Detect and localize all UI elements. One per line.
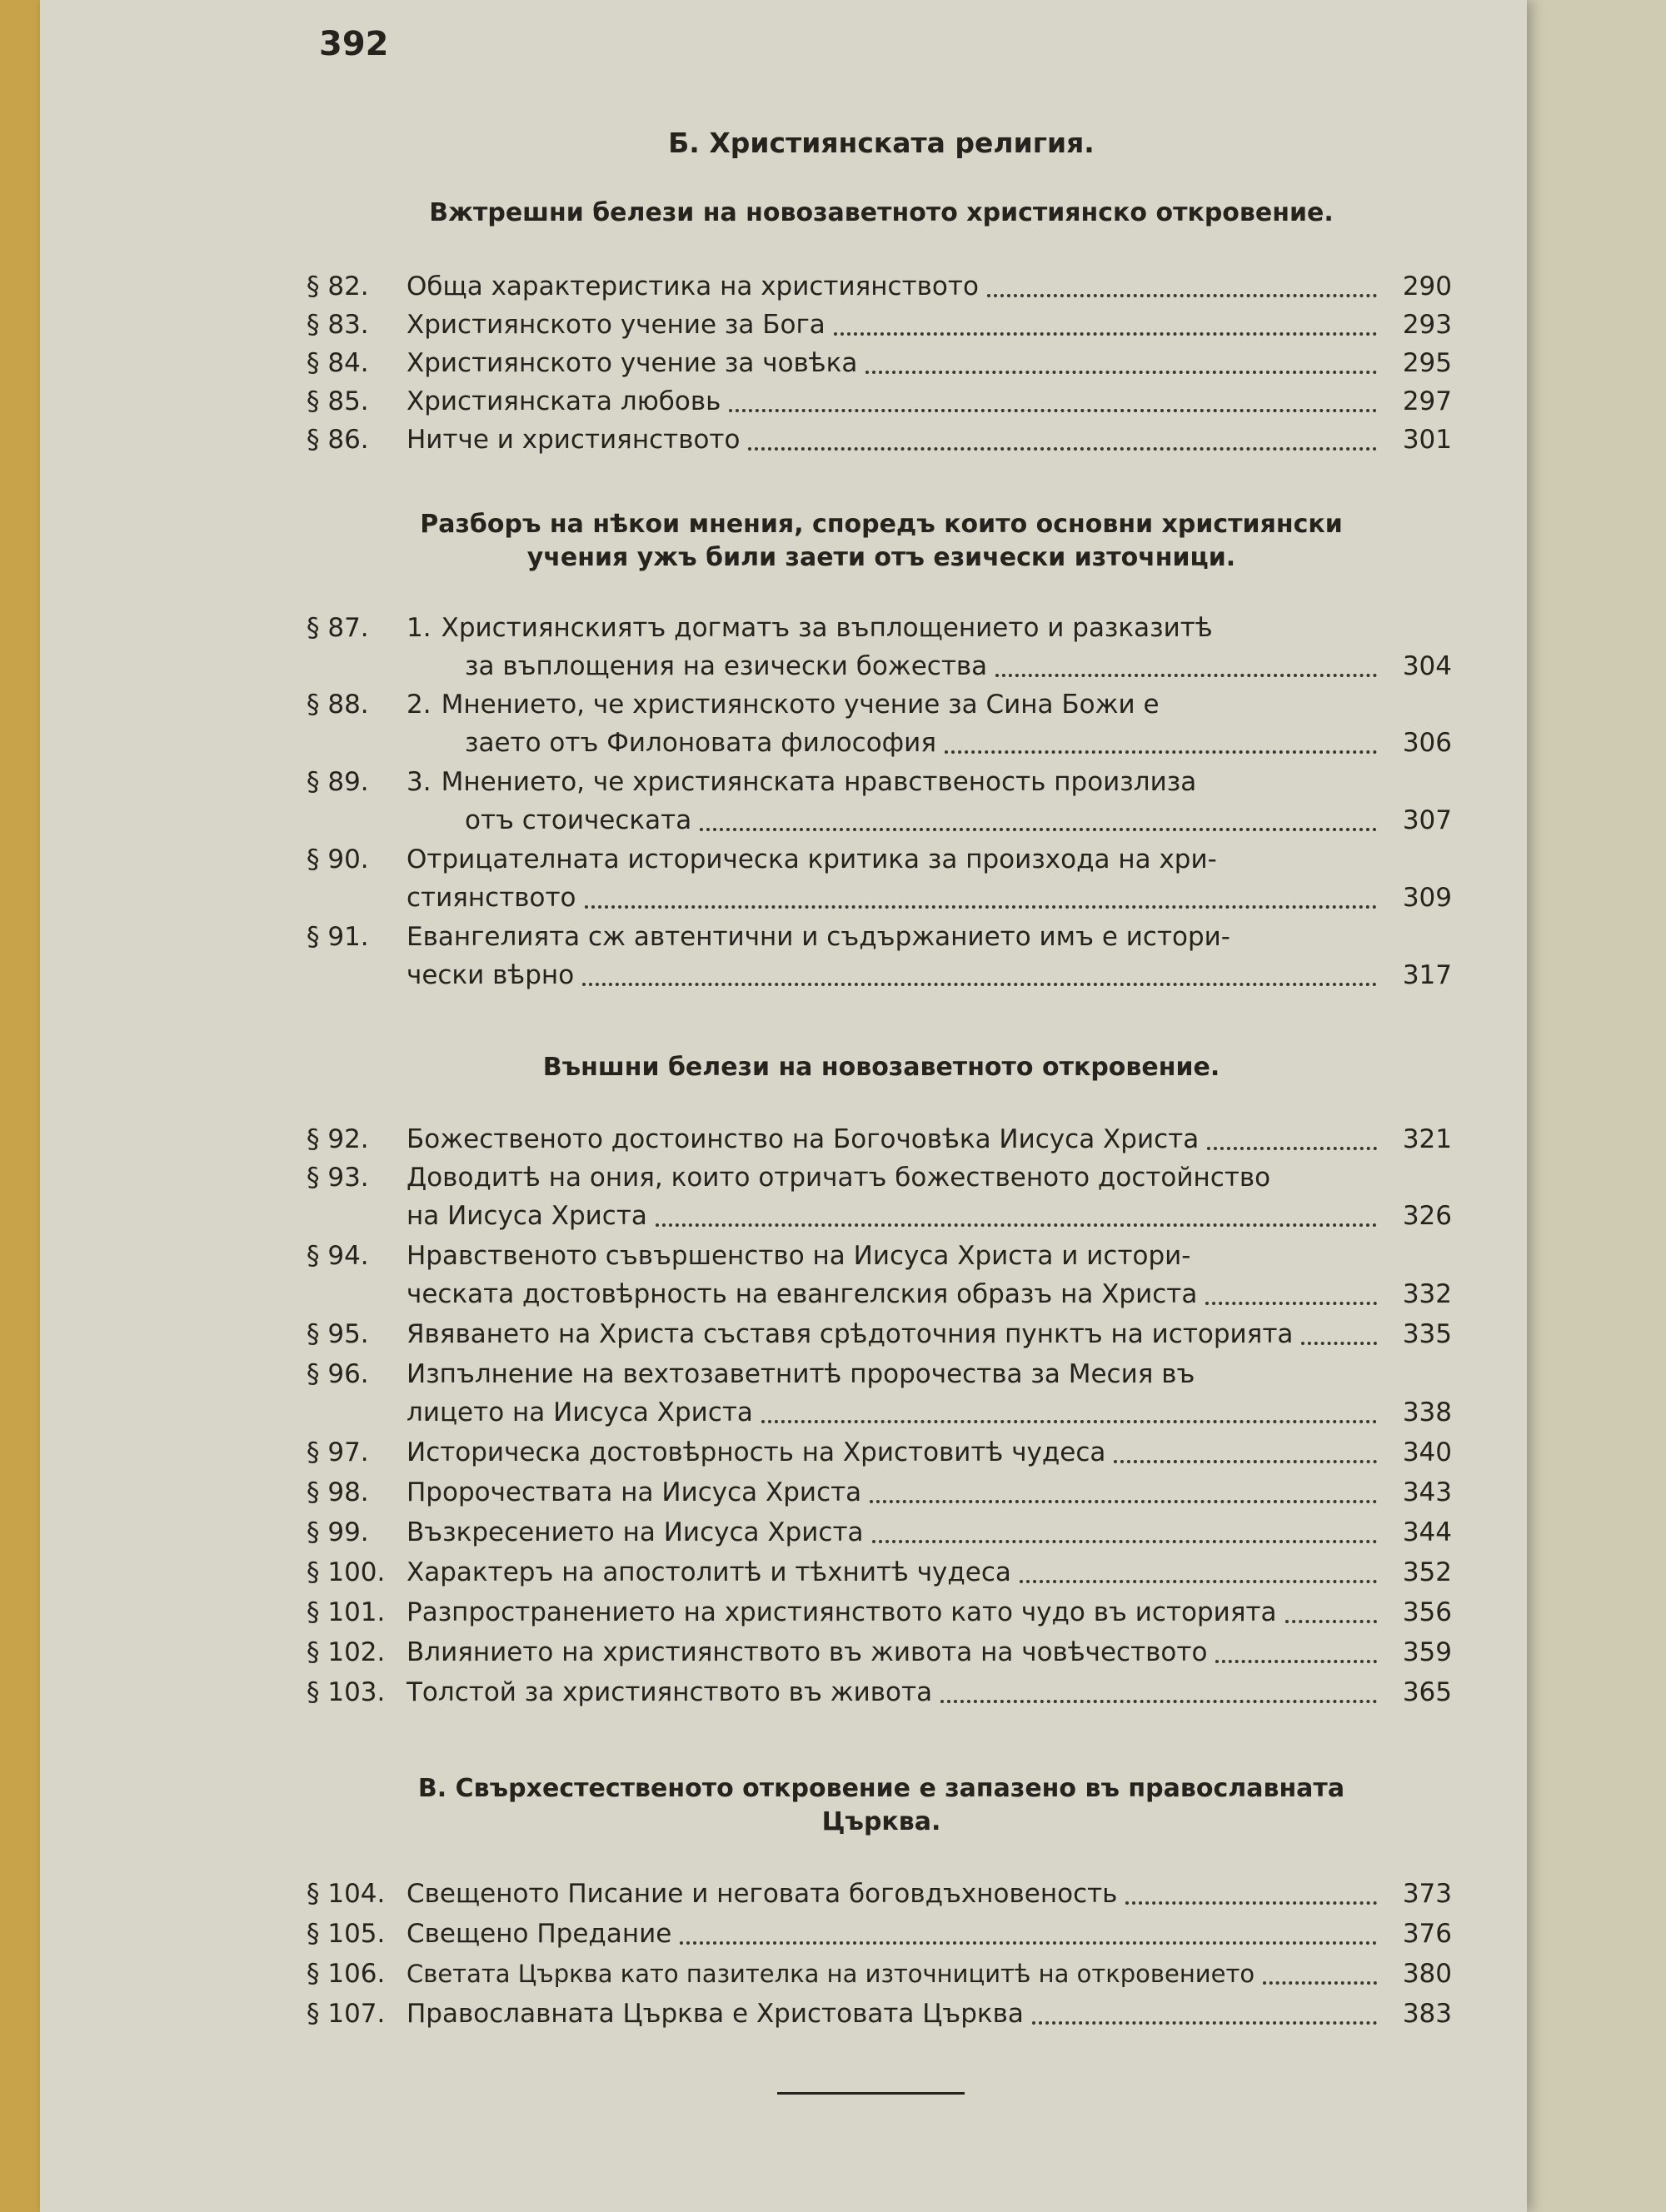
section-b-title: Б. Християнската религия. bbox=[668, 127, 1095, 159]
toc-entry-91: § 91. Евангелията сж автентични и съдържанието имъ е истори- чески вѣрно 317 bbox=[307, 922, 1452, 990]
toc-entry-92: § 92. Божественото достоинство на Богочовѣка Иисуса Христа 321 bbox=[307, 1124, 1452, 1154]
toc-entry-107: § 107. Православната Църква е Христовата Църква 383 bbox=[307, 1999, 1452, 2029]
toc-entry-89: § 89. 3. Мнението, че християнската нравственость произлиза отъ стоическата 307 bbox=[307, 767, 1452, 835]
section-c-title-line1: В. Свърхестественото откровение е запазено въ православната bbox=[417, 1774, 1345, 1803]
toc-entry-99: § 99. Възкресението на Иисуса Христа 344 bbox=[307, 1517, 1452, 1547]
toc-entry-100: § 100. Характеръ на апостолитѣ и тѣхнитѣ чудеса 352 bbox=[307, 1557, 1452, 1587]
toc-entry-97: § 97. Историческа достовѣрность на Христовитѣ чудеса 340 bbox=[307, 1437, 1452, 1467]
toc-entry-103: § 103. Толстой за християнството въ живота 365 bbox=[307, 1677, 1452, 1707]
toc-entry-102: § 102. Влиянието на християнството въ живота на човѣчеството 359 bbox=[307, 1637, 1452, 1667]
toc-entry-93: § 93. Доводитѣ на ония, които отричатъ божественото достойнство на Иисуса Христа 326 bbox=[307, 1163, 1452, 1231]
toc-entry-104: § 104. Свещеното Писание и неговата боговдъхновеность 373 bbox=[307, 1879, 1452, 1909]
book-page bbox=[40, 0, 1527, 2212]
section-c-title-line2: Църква. bbox=[821, 1807, 941, 1836]
toc-entry-95: § 95. Явяването на Христа съставя срѣдоточния пунктъ на историята 335 bbox=[307, 1319, 1452, 1349]
toc-entry-82: § 82. Обща характеристика на християнството 290 bbox=[307, 272, 1452, 301]
toc-entry-86: § 86. Нитче и християнството 301 bbox=[307, 425, 1452, 455]
toc-entry-87: § 87. 1. Християнскиятъ догматъ за въплощението и разказитѣ за въплощения на езически божества 304 bbox=[307, 613, 1452, 681]
toc-entry-84: § 84. Християнското учение за човѣка 295 bbox=[307, 348, 1452, 378]
toc-entry-96: § 96. Изпълнение на вехтозаветнитѣ пророчества за Месия въ лицето на Иисуса Христа 338 bbox=[307, 1359, 1452, 1427]
toc-entry-106: § 106. Светата Църква като пазителка на източницитѣ на откровението 380 bbox=[307, 1959, 1452, 1989]
toc-entry-83: § 83. Християнското учение за Бога 293 bbox=[307, 310, 1452, 340]
toc-entry-105: § 105. Свещено Предание 376 bbox=[307, 1919, 1452, 1949]
toc-entry-90: § 90. Отрицателната историческа критика за произхода на хри- стиянството 309 bbox=[307, 844, 1452, 913]
section-external-title: Външни белези на новозаветното откровение. bbox=[542, 1053, 1220, 1082]
section-b-subtitle: Вжтрешни белези на новозаветното християнско откровение. bbox=[429, 198, 1334, 227]
page-number: 392 bbox=[319, 25, 389, 63]
section-opinions-title-line1: Разборъ на нѣкои мнения, споредъ които основни християнски bbox=[420, 510, 1343, 539]
section-opinions-title-line2: учения ужъ били заети отъ езически източници. bbox=[526, 543, 1236, 572]
toc-entry-98: § 98. Пророчествата на Иисуса Христа 343 bbox=[307, 1477, 1452, 1507]
toc-entry-85: § 85. Християнската любовь 297 bbox=[307, 386, 1452, 416]
toc-entry-94: § 94. Нравственото съвършенство на Иисуса Христа и истори- ческата достовѣрность на евангелския образъ на Христа 332 bbox=[307, 1241, 1452, 1309]
closing-rule bbox=[777, 2092, 965, 2095]
toc-entry-101: § 101. Разпространението на християнството като чудо въ историята 356 bbox=[307, 1597, 1452, 1627]
toc-entry-88: § 88. 2. Мнението, че християнското учение за Сина Божи е заето отъ Филоновата философия 306 bbox=[307, 690, 1452, 758]
